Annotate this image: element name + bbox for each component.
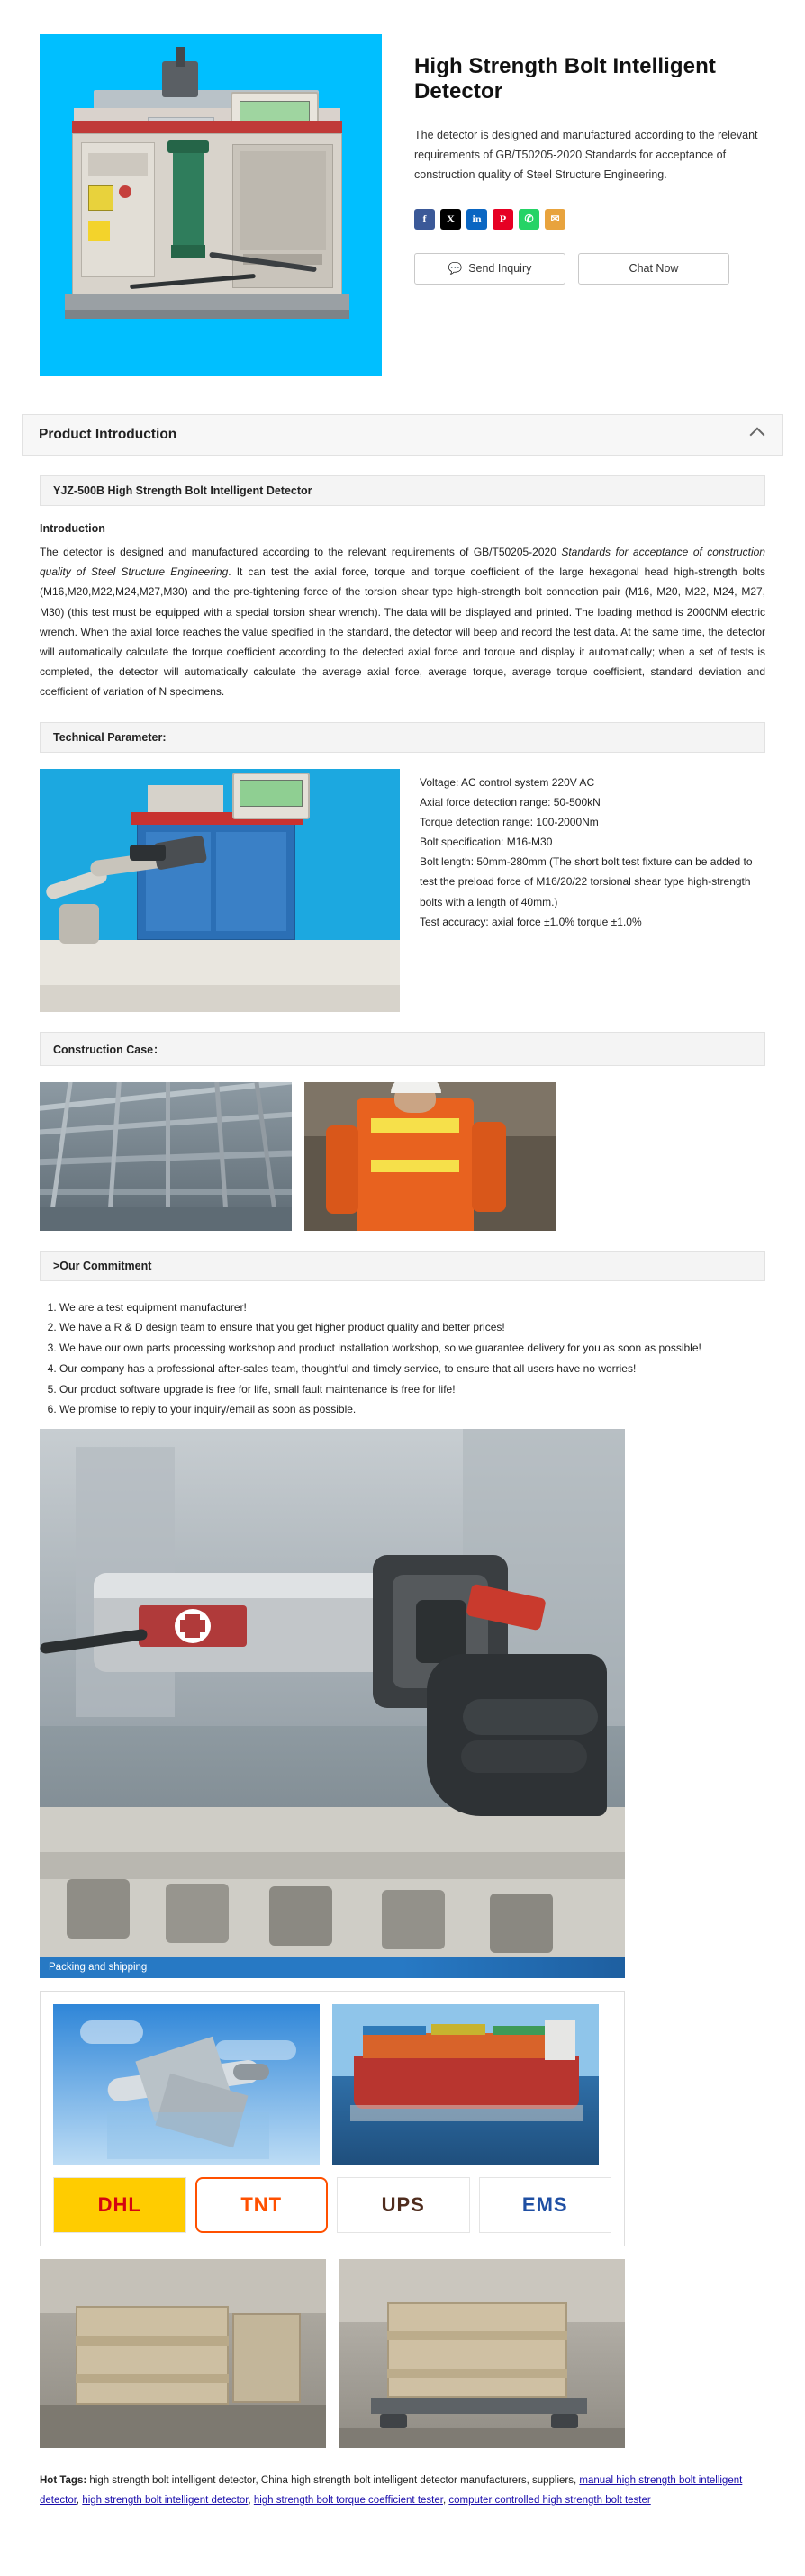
spec-torque-range: Torque detection range: 100-2000Nm bbox=[420, 815, 599, 828]
section-title: Product Introduction bbox=[39, 427, 177, 442]
courier-logos-row bbox=[53, 2177, 611, 2233]
technical-spec-list bbox=[420, 769, 765, 933]
spec-test-accuracy: Test accuracy: axial force ±1.0% torque ±1.0% bbox=[420, 915, 642, 928]
crate-image-2[interactable] bbox=[339, 2259, 625, 2448]
hero-description: The detector is designed and manufactured according to the relevant requirements of GB/T50205-2020 Standards for acceptance of construction quality of Steel Structure Engineering. bbox=[414, 129, 758, 181]
intro-text-b: . It can test the axial force, torque and torque coefficient of the large hexagonal head high-strength bolts (M16,M20,M22,M24,M27,M30) and the pre-tightening force of the torsion shear type high-strength bolt connection pair (M16, M20, M22, M24, M27, M30) (this test must be equipped with a special torsion shear wrench). The data will be displayed and printed. The loading method is 2000NM electric wrench. When the axial force reaches the value specified in the standard, the detector will beep and record the test data. At the same time, the detector will automatically calculate the torque coefficient according to the detected axial force and torque and display it automatically; when a set of tests is completed, the detector will automatically calculate the average axial force, average torque, average torque coefficient, standard deviation and coefficient of variation of N specimens. bbox=[40, 565, 765, 699]
send-inquiry-label: Send Inquiry bbox=[468, 262, 532, 276]
page-title: High Strength Bolt Intelligent Detector bbox=[414, 54, 716, 104]
facebook-icon[interactable]: f bbox=[414, 209, 435, 230]
intro-standard-name: Standards for acceptance of construction quality of Steel Structure Engineering bbox=[40, 546, 765, 579]
pinterest-icon[interactable]: P bbox=[493, 209, 513, 230]
packing-hero-image[interactable] bbox=[40, 1429, 625, 1978]
introduction-heading: Introduction bbox=[40, 522, 105, 535]
list-item: 2. We have a R & D design team to ensure that you get higher product quality and better prices! bbox=[59, 1317, 765, 1338]
tnt-logo: TNT bbox=[195, 2177, 329, 2233]
product-body bbox=[0, 475, 805, 2511]
air-freight-image[interactable] bbox=[53, 2004, 320, 2165]
hot-tag-link-1[interactable]: manual high strength bolt intelligent detector bbox=[40, 2475, 743, 2507]
hot-tag-link-4[interactable]: computer controlled high strength bolt tester bbox=[448, 2495, 651, 2507]
email-icon[interactable]: ✉ bbox=[545, 209, 565, 230]
ups-logo: UPS bbox=[337, 2177, 470, 2233]
hot-tags bbox=[40, 2472, 765, 2511]
construction-case-bar: Construction Case： bbox=[40, 1032, 765, 1066]
technical-parameter-bar: Technical Parameter: bbox=[40, 722, 765, 753]
spec-voltage: Voltage: AC control system 220V AC bbox=[420, 775, 595, 789]
hero-section bbox=[0, 0, 805, 391]
construction-case-image-1[interactable] bbox=[40, 1082, 292, 1231]
commitment-bar: >Our Commitment bbox=[40, 1251, 765, 1281]
list-item: 3. We have our own parts processing workshop and product installation workshop, so we guarantee delivery for you as soon as possible! bbox=[59, 1338, 765, 1359]
chat-bubble-icon: 💬 bbox=[448, 261, 463, 275]
model-bar: YJZ-500B High Strength Bolt Intelligent Detector bbox=[40, 475, 765, 506]
hero-info bbox=[414, 34, 765, 376]
construction-case-images bbox=[40, 1082, 765, 1231]
product-introduction-accordion[interactable] bbox=[22, 414, 783, 456]
hot-tags-label: Hot Tags: bbox=[40, 2475, 87, 2487]
chat-now-button[interactable] bbox=[578, 253, 729, 285]
shipping-images-row bbox=[53, 2004, 611, 2165]
hot-tags-sep-1: , bbox=[76, 2495, 83, 2507]
sea-freight-image[interactable] bbox=[332, 2004, 599, 2165]
chat-now-label: Chat Now bbox=[629, 262, 679, 276]
spec-axial-force-range: Axial force detection range: 50-500kN bbox=[420, 795, 601, 809]
packing-label: Packing and shipping bbox=[40, 1957, 625, 1978]
hot-tag-link-3[interactable]: high strength bolt torque coefficient tester bbox=[253, 2495, 443, 2507]
list-item: 6. We promise to reply to your inquiry/email as soon as possible. bbox=[59, 1399, 765, 1420]
social-share-row bbox=[414, 209, 765, 230]
send-inquiry-button[interactable] bbox=[414, 253, 565, 285]
technical-product-image[interactable] bbox=[40, 769, 400, 1012]
x-twitter-icon[interactable]: X bbox=[440, 209, 461, 230]
chevron-up-icon bbox=[750, 428, 765, 443]
whatsapp-icon[interactable]: ✆ bbox=[519, 209, 539, 230]
list-item: 1. We are a test equipment manufacturer! bbox=[59, 1297, 765, 1318]
dhl-logo: DHL bbox=[53, 2177, 186, 2233]
product-hero-image[interactable] bbox=[40, 34, 382, 376]
hot-tag-link-2[interactable]: high strength bolt intelligent detector bbox=[82, 2495, 249, 2507]
hero-action-buttons bbox=[414, 253, 765, 285]
list-item: 4. Our company has a professional after-sales team, thoughtful and timely service, to ensure that all users have no worries! bbox=[59, 1359, 765, 1379]
linkedin-icon[interactable]: in bbox=[466, 209, 487, 230]
introduction-paragraph bbox=[40, 542, 765, 702]
spec-bolt-length: Bolt length: 50mm-280mm (The short bolt test fixture can be added to test the preload force of M16/20/22 torsional shear type high-strength bolts with a length of 40mm.) bbox=[420, 855, 753, 908]
hot-tags-sep-2: , bbox=[248, 2495, 254, 2507]
shipping-panel bbox=[40, 1991, 625, 2246]
construction-case-image-2[interactable] bbox=[304, 1082, 556, 1231]
hot-tags-plain: high strength bolt intelligent detector, China high strength bolt intelligent detector manufacturers, suppliers, bbox=[89, 2475, 580, 2487]
technical-parameter-row bbox=[40, 769, 765, 1012]
crate-image-1[interactable] bbox=[40, 2259, 326, 2448]
hot-tags-sep-3: , bbox=[442, 2495, 449, 2507]
spec-bolt-specification: Bolt specification: M16-M30 bbox=[420, 836, 553, 849]
list-item: 5. Our product software upgrade is free for life, small fault maintenance is free for life! bbox=[59, 1379, 765, 1400]
intro-text-a: The detector is designed and manufactured according to the relevant requirements of GB/T50205-2020 bbox=[40, 546, 562, 558]
ems-logo: EMS bbox=[479, 2177, 612, 2233]
crate-images-row bbox=[40, 2259, 765, 2448]
commitment-list bbox=[40, 1297, 765, 1421]
